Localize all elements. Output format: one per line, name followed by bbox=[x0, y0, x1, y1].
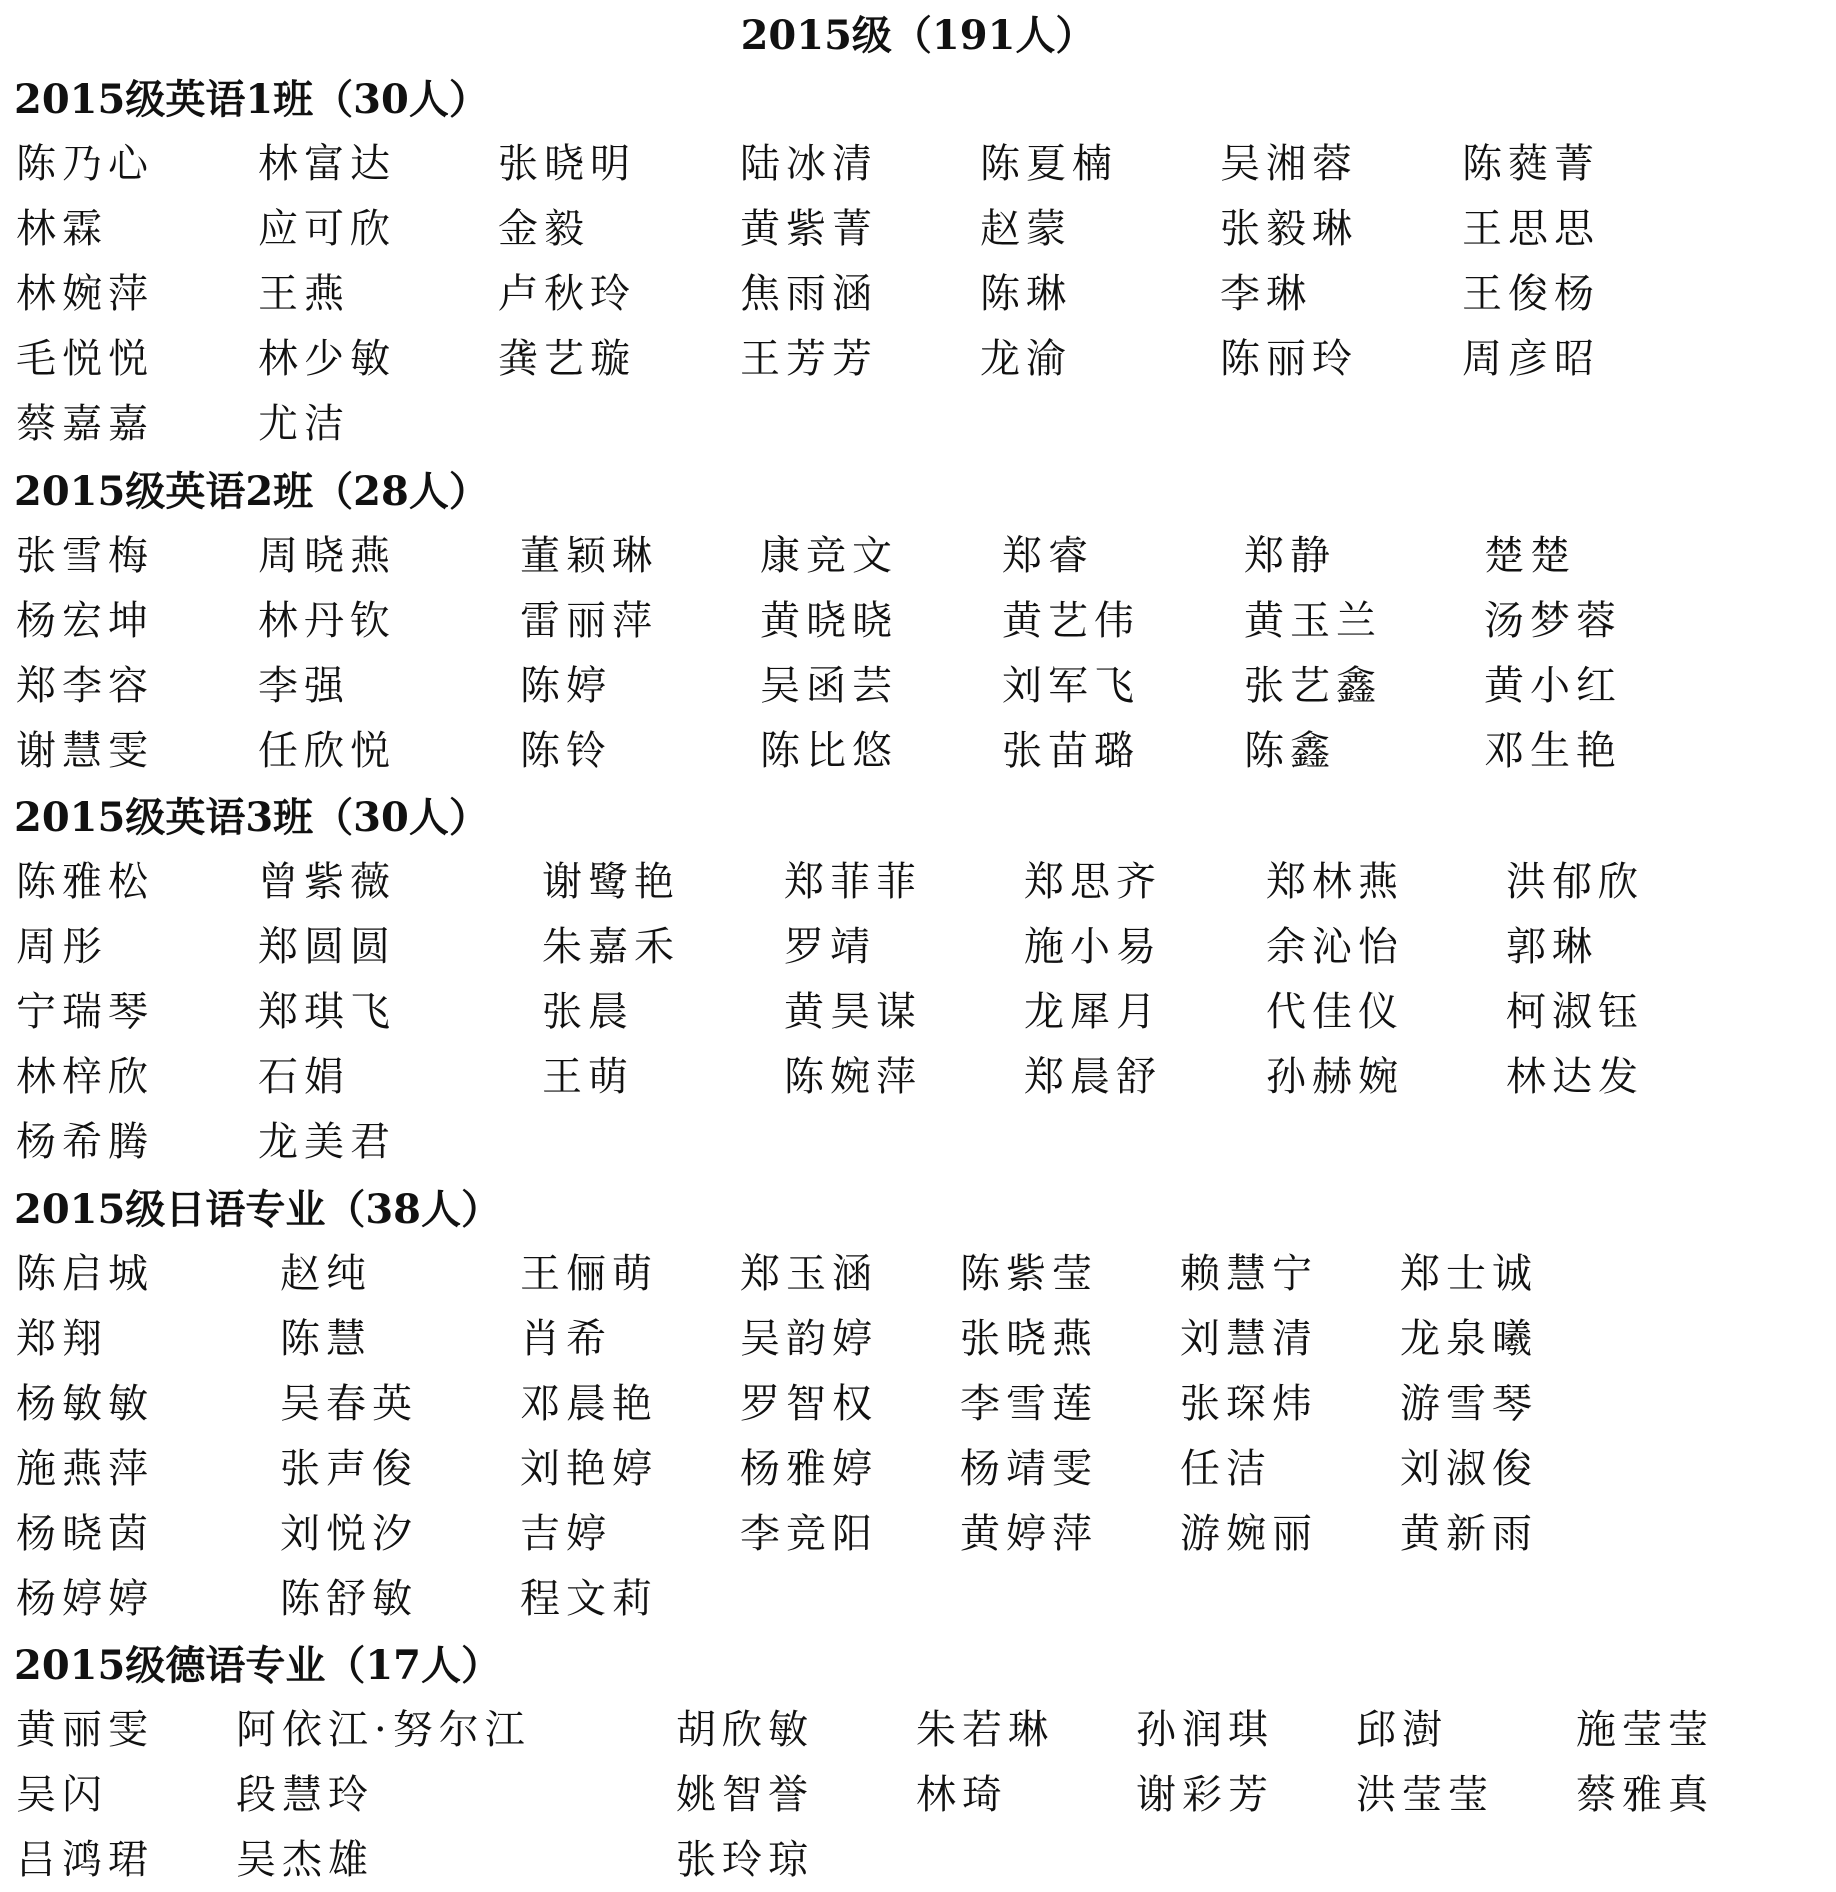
student-name: 郑琪飞 bbox=[258, 989, 396, 1035]
name-row bbox=[0, 1763, 1836, 1827]
student-name: 吉婷 bbox=[520, 1511, 612, 1557]
section-heading: 2015级日语专业（38人） bbox=[14, 1186, 501, 1233]
name-row bbox=[0, 132, 1836, 196]
student-name: 杨婷婷 bbox=[16, 1576, 154, 1622]
student-name: 吴韵婷 bbox=[740, 1316, 878, 1362]
student-name: 杨敏敏 bbox=[16, 1381, 154, 1427]
student-name: 吴闪 bbox=[16, 1772, 108, 1818]
student-name: 焦雨涵 bbox=[740, 271, 878, 317]
student-name: 黄玉兰 bbox=[1244, 598, 1382, 644]
student-name: 郑圆圆 bbox=[258, 924, 396, 970]
name-row bbox=[0, 1110, 1836, 1174]
student-name: 李雪莲 bbox=[960, 1381, 1098, 1427]
student-name: 邓生艳 bbox=[1484, 728, 1622, 774]
student-name: 陈舒敏 bbox=[280, 1576, 418, 1622]
student-name: 吴函芸 bbox=[760, 663, 898, 709]
student-name: 郑思齐 bbox=[1024, 859, 1162, 905]
student-name: 张苗璐 bbox=[1002, 728, 1140, 774]
name-row bbox=[0, 1567, 1836, 1631]
name-row bbox=[0, 980, 1836, 1044]
student-name: 姚智誉 bbox=[676, 1772, 814, 1818]
student-name: 李琳 bbox=[1220, 271, 1312, 317]
student-name: 陈蕤菁 bbox=[1462, 141, 1600, 187]
student-name: 王俪萌 bbox=[520, 1251, 658, 1297]
name-row bbox=[0, 719, 1836, 783]
section-heading: 2015级英语3班（30人） bbox=[14, 794, 489, 841]
student-name: 谢鹭艳 bbox=[542, 859, 680, 905]
student-name: 黄晓晓 bbox=[760, 598, 898, 644]
student-name: 朱若琳 bbox=[916, 1707, 1054, 1753]
student-name: 陈琳 bbox=[980, 271, 1072, 317]
name-row bbox=[0, 392, 1836, 456]
student-name: 游婉丽 bbox=[1180, 1511, 1318, 1557]
name-row bbox=[0, 197, 1836, 261]
name-row bbox=[0, 1307, 1836, 1371]
student-name: 代佳仪 bbox=[1266, 989, 1404, 1035]
name-row bbox=[0, 262, 1836, 326]
student-name: 赵纯 bbox=[280, 1251, 372, 1297]
name-row bbox=[0, 850, 1836, 914]
student-name: 陈比悠 bbox=[760, 728, 898, 774]
student-name: 胡欣敏 bbox=[676, 1707, 814, 1753]
student-name: 刘军飞 bbox=[1002, 663, 1140, 709]
student-name: 陈雅松 bbox=[16, 859, 154, 905]
name-row bbox=[0, 1242, 1836, 1306]
student-name: 陈启城 bbox=[16, 1251, 154, 1297]
name-row bbox=[0, 915, 1836, 979]
student-name: 郑翔 bbox=[16, 1316, 108, 1362]
student-name: 龙泉曦 bbox=[1400, 1316, 1538, 1362]
student-name: 刘淑俊 bbox=[1400, 1446, 1538, 1492]
student-name: 孙赫婉 bbox=[1266, 1054, 1404, 1100]
student-name: 龙犀月 bbox=[1024, 989, 1162, 1035]
student-name: 杨宏坤 bbox=[16, 598, 154, 644]
student-name: 杨雅婷 bbox=[740, 1446, 878, 1492]
student-name: 陈铃 bbox=[520, 728, 612, 774]
student-name: 罗靖 bbox=[784, 924, 876, 970]
name-row bbox=[0, 1437, 1836, 1501]
student-name: 林丹钦 bbox=[258, 598, 396, 644]
student-name: 施莹莹 bbox=[1576, 1707, 1714, 1753]
student-name: 杨靖雯 bbox=[960, 1446, 1098, 1492]
student-name: 雷丽萍 bbox=[520, 598, 658, 644]
student-name: 康竞文 bbox=[760, 533, 898, 579]
student-name: 林少敏 bbox=[258, 336, 396, 382]
student-name: 刘艳婷 bbox=[520, 1446, 658, 1492]
student-name: 张雪梅 bbox=[16, 533, 154, 579]
student-name: 刘慧清 bbox=[1180, 1316, 1318, 1362]
student-name: 黄丽雯 bbox=[16, 1707, 154, 1753]
student-name: 张晓燕 bbox=[960, 1316, 1098, 1362]
student-name: 汤梦蓉 bbox=[1484, 598, 1622, 644]
student-name: 郑睿 bbox=[1002, 533, 1094, 579]
student-name: 蔡嘉嘉 bbox=[16, 401, 154, 447]
student-name: 施小易 bbox=[1024, 924, 1162, 970]
student-name: 蔡雅真 bbox=[1576, 1772, 1714, 1818]
student-name: 王俊杨 bbox=[1462, 271, 1600, 317]
student-name: 陈紫莹 bbox=[960, 1251, 1098, 1297]
student-name: 林达发 bbox=[1506, 1054, 1644, 1100]
student-name: 周晓燕 bbox=[258, 533, 396, 579]
student-name: 吕鸿珺 bbox=[16, 1837, 154, 1883]
student-name: 黄昊谋 bbox=[784, 989, 922, 1035]
student-name: 陈乃心 bbox=[16, 141, 154, 187]
student-name: 杨晓茵 bbox=[16, 1511, 154, 1557]
student-name: 曾紫薇 bbox=[258, 859, 396, 905]
student-name: 杨希腾 bbox=[16, 1119, 154, 1165]
student-name: 郑玉涵 bbox=[740, 1251, 878, 1297]
student-name: 龚艺璇 bbox=[498, 336, 636, 382]
student-name: 柯淑钰 bbox=[1506, 989, 1644, 1035]
student-name: 宁瑞琴 bbox=[16, 989, 154, 1035]
page-title: 2015级（191人） bbox=[740, 12, 1096, 59]
student-name: 李竞阳 bbox=[740, 1511, 878, 1557]
student-name: 董颖琳 bbox=[520, 533, 658, 579]
student-name: 黄新雨 bbox=[1400, 1511, 1538, 1557]
section-heading: 2015级英语1班（30人） bbox=[14, 76, 489, 123]
student-name: 应可欣 bbox=[258, 206, 396, 252]
student-name: 王燕 bbox=[258, 271, 350, 317]
student-name: 周彤 bbox=[16, 924, 108, 970]
student-name: 王萌 bbox=[542, 1054, 634, 1100]
student-name: 洪郁欣 bbox=[1506, 859, 1644, 905]
student-name: 黄艺伟 bbox=[1002, 598, 1140, 644]
student-name: 洪莹莹 bbox=[1356, 1772, 1494, 1818]
student-name: 赵蒙 bbox=[980, 206, 1072, 252]
student-name: 任洁 bbox=[1180, 1446, 1272, 1492]
student-name: 谢彩芳 bbox=[1136, 1772, 1274, 1818]
student-name: 陈婷 bbox=[520, 663, 612, 709]
student-name: 楚楚 bbox=[1484, 533, 1576, 579]
section-heading: 2015级英语2班（28人） bbox=[14, 468, 489, 515]
name-row bbox=[0, 1045, 1836, 1109]
student-name: 罗智权 bbox=[740, 1381, 878, 1427]
student-name: 林富达 bbox=[258, 141, 396, 187]
student-name: 张晨 bbox=[542, 989, 634, 1035]
student-name: 周彦昭 bbox=[1462, 336, 1600, 382]
student-name: 李强 bbox=[258, 663, 350, 709]
student-name: 龙渝 bbox=[980, 336, 1072, 382]
student-name: 王思思 bbox=[1462, 206, 1600, 252]
name-row bbox=[0, 654, 1836, 718]
student-name: 邱澍 bbox=[1356, 1707, 1448, 1753]
student-name: 段慧玲 bbox=[236, 1772, 374, 1818]
student-name: 余沁怡 bbox=[1266, 924, 1404, 970]
student-name: 石娟 bbox=[258, 1054, 350, 1100]
name-row bbox=[0, 327, 1836, 391]
student-name: 张声俊 bbox=[280, 1446, 418, 1492]
student-name: 郑晨舒 bbox=[1024, 1054, 1162, 1100]
student-name: 陈夏楠 bbox=[980, 141, 1118, 187]
student-name: 施燕萍 bbox=[16, 1446, 154, 1492]
name-row bbox=[0, 1828, 1836, 1892]
student-name: 郑菲菲 bbox=[784, 859, 922, 905]
student-name: 郑士诚 bbox=[1400, 1251, 1538, 1297]
student-name: 孙润琪 bbox=[1136, 1707, 1274, 1753]
student-name: 黄小红 bbox=[1484, 663, 1622, 709]
student-name: 阿依江·努尔江 bbox=[236, 1707, 531, 1753]
name-row bbox=[0, 1372, 1836, 1436]
student-name: 吴湘蓉 bbox=[1220, 141, 1358, 187]
student-name: 卢秋玲 bbox=[498, 271, 636, 317]
name-row bbox=[0, 1698, 1836, 1762]
student-name: 陈鑫 bbox=[1244, 728, 1336, 774]
student-name: 林霖 bbox=[16, 206, 108, 252]
student-name: 林琦 bbox=[916, 1772, 1008, 1818]
student-name: 郑林燕 bbox=[1266, 859, 1404, 905]
student-name: 邓晨艳 bbox=[520, 1381, 658, 1427]
student-name: 张艺鑫 bbox=[1244, 663, 1382, 709]
student-name: 毛悦悦 bbox=[16, 336, 154, 382]
student-name: 郑静 bbox=[1244, 533, 1336, 579]
student-name: 陆冰清 bbox=[740, 141, 878, 187]
student-name: 陈丽玲 bbox=[1220, 336, 1358, 382]
student-name: 吴杰雄 bbox=[236, 1837, 374, 1883]
student-name: 张玲琼 bbox=[676, 1837, 814, 1883]
student-name: 吴春英 bbox=[280, 1381, 418, 1427]
student-name: 肖希 bbox=[520, 1316, 612, 1362]
student-name: 陈婉萍 bbox=[784, 1054, 922, 1100]
student-name: 张毅琳 bbox=[1220, 206, 1358, 252]
name-row bbox=[0, 589, 1836, 653]
student-name: 金毅 bbox=[498, 206, 590, 252]
student-name: 黄紫菁 bbox=[740, 206, 878, 252]
student-name: 陈慧 bbox=[280, 1316, 372, 1362]
name-row bbox=[0, 1502, 1836, 1566]
student-name: 程文莉 bbox=[520, 1576, 658, 1622]
section-heading: 2015级德语专业（17人） bbox=[14, 1642, 501, 1689]
student-name: 游雪琴 bbox=[1400, 1381, 1538, 1427]
student-name: 张琛炜 bbox=[1180, 1381, 1318, 1427]
student-name: 尤洁 bbox=[258, 401, 350, 447]
student-name: 郭琳 bbox=[1506, 924, 1598, 970]
student-name: 赖慧宁 bbox=[1180, 1251, 1318, 1297]
student-name: 张晓明 bbox=[498, 141, 636, 187]
student-name: 郑李容 bbox=[16, 663, 154, 709]
name-row bbox=[0, 524, 1836, 588]
student-name: 林梓欣 bbox=[16, 1054, 154, 1100]
student-name: 黄婷萍 bbox=[960, 1511, 1098, 1557]
student-name: 任欣悦 bbox=[258, 728, 396, 774]
student-name: 林婉萍 bbox=[16, 271, 154, 317]
student-name: 朱嘉禾 bbox=[542, 924, 680, 970]
student-name: 龙美君 bbox=[258, 1119, 396, 1165]
student-name: 谢慧雯 bbox=[16, 728, 154, 774]
student-name: 王芳芳 bbox=[740, 336, 878, 382]
student-name: 刘悦汐 bbox=[280, 1511, 418, 1557]
